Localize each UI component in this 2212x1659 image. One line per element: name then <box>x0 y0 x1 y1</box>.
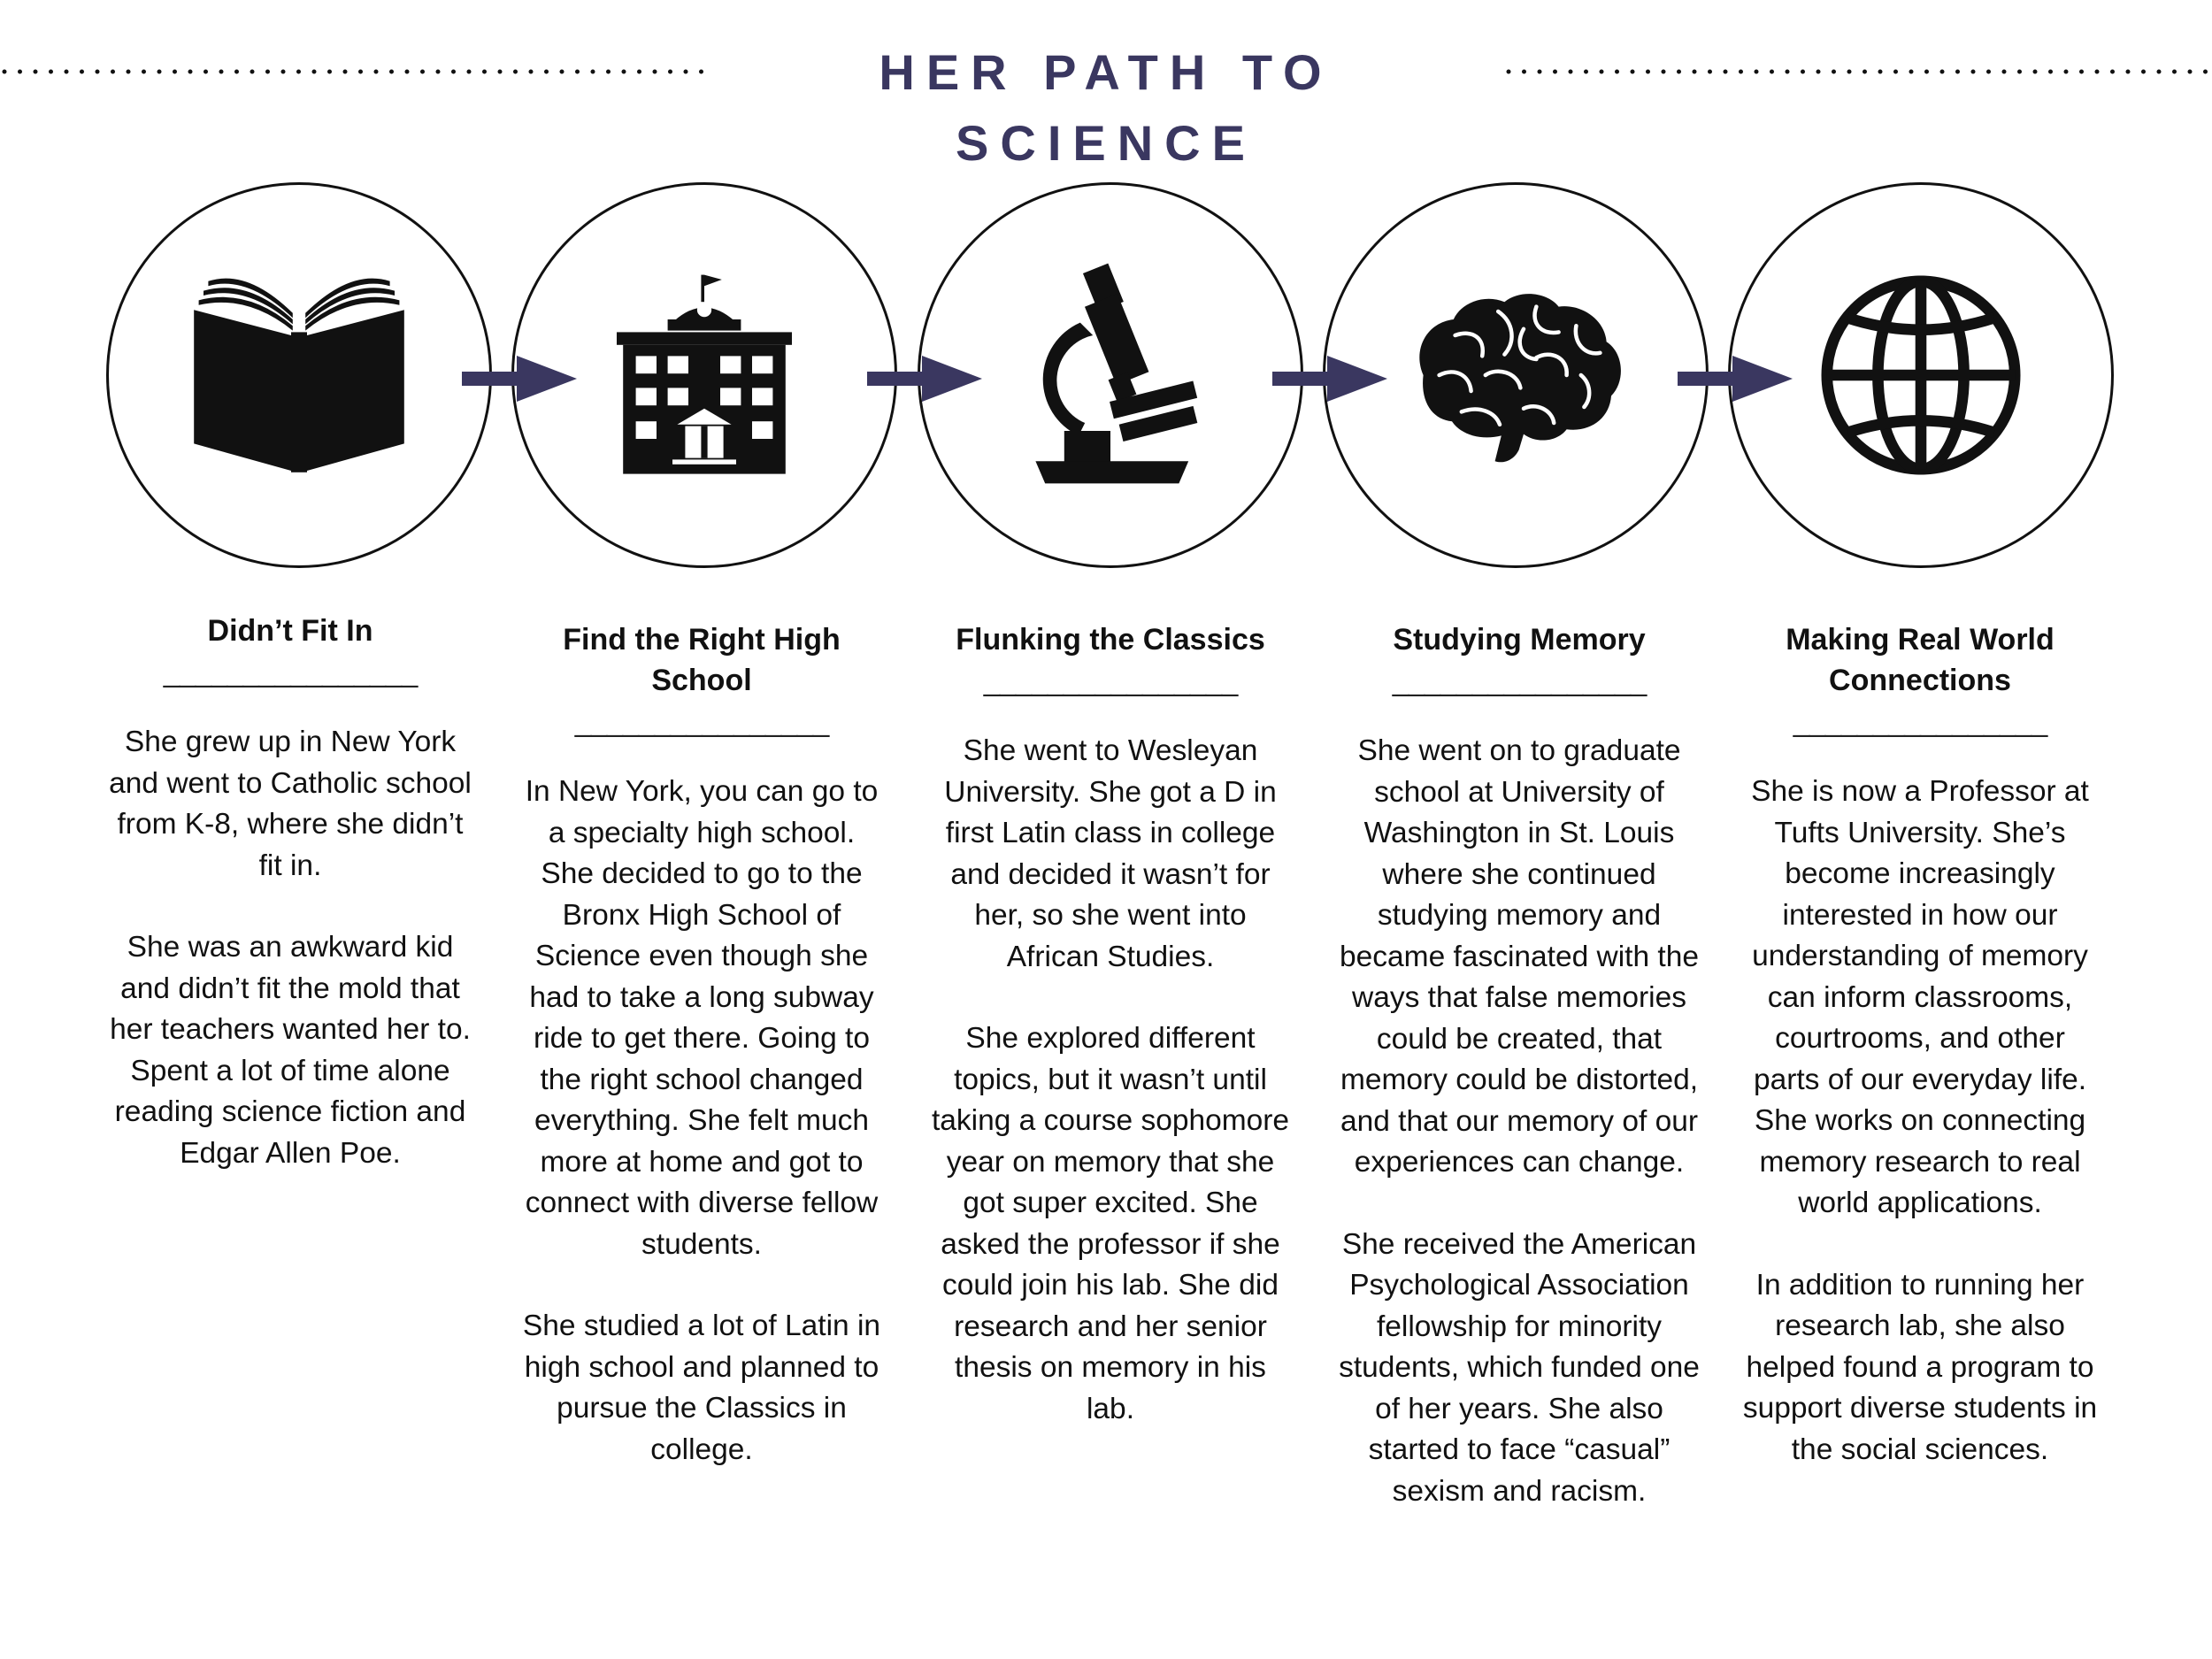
step-3-title: Flunking the Classics <box>956 623 1265 657</box>
step-3-divider: ________________ <box>983 664 1238 697</box>
header-dotted-line-left <box>0 67 717 76</box>
step-1-column <box>109 611 472 1174</box>
step-4-title: Studying Memory <box>1393 623 1646 657</box>
step-3-paragraph-1: She went to Wesleyan University. She got a D in first Latin class in college and decided it wasn’t for her, so she went into African Studies. <box>944 734 1277 973</box>
arrow-2-icon <box>867 356 982 402</box>
page-title: HER PATH TO SCIENCE <box>879 44 1333 171</box>
school-building-icon <box>585 256 824 495</box>
step-5-divider: ________________ <box>1793 704 2047 738</box>
step-5-paragraph-2: In addition to running her research lab, she also helped found a program to support diverse students in the social sciences. <box>1742 1268 2098 1466</box>
step-5-column <box>1739 619 2101 1471</box>
step-1-divider: ________________ <box>163 655 418 688</box>
header-dotted-line-right <box>1504 67 2212 76</box>
step-3-column <box>929 619 1292 1430</box>
step-1-paragraph-2: She was an awkward kid and didn’t fit the mold that her teachers wanted her to. Spent a lot of time alone reading science fiction and Edgar Allen Poe. <box>110 931 471 1170</box>
step-2-divider: ________________ <box>574 704 829 738</box>
step-2-title: Find the Right High School <box>563 623 841 697</box>
brain-icon <box>1396 256 1635 495</box>
arrow-3-icon <box>1272 356 1387 402</box>
globe-icon <box>1801 256 2040 495</box>
arrow-1-icon <box>462 356 577 402</box>
step-5-paragraph-1: She is now a Professor at Tufts University. She’s become increasingly interested in how our understanding of memory can inform classrooms, courtrooms, and other parts of our everyday life. She works on connecting memory research to real world applications. <box>1751 775 2089 1219</box>
step-2-paragraph-1: In New York, you can go to a specialty high school. She decided to go to the Bronx High School of Science even though she had to take a long subway ride to get there. Going to the right school changed everything. She felt much more at home and got to connect with diverse fellow students. <box>525 775 879 1261</box>
step-2-column <box>520 619 883 1471</box>
step-1-title: Didn’t Fit In <box>207 614 373 648</box>
step-2-paragraph-2: She studied a lot of Latin in high school and planned to pursue the Classics in college. <box>522 1310 881 1466</box>
step-4-divider: ________________ <box>1392 664 1647 697</box>
open-book-icon <box>180 256 419 495</box>
arrow-4-icon <box>1678 356 1793 402</box>
step-4-paragraph-2: She received the American Psychological Association fellowship for minority students, which funded one of her years. She also started to face “casual” sexism and racism. <box>1339 1227 1700 1508</box>
step-3-paragraph-2: She explored different topics, but it wasn’t until taking a course sophomore year on memory that she got super excited. She asked the professor if she could join his lab. She did research and her senior thesis on memory in his lab. <box>931 1022 1290 1425</box>
microscope-icon <box>991 256 1230 495</box>
step-1-circle <box>106 182 492 568</box>
step-5-title: Making Real World Connections <box>1786 623 2055 697</box>
step-4-paragraph-1: She went on to graduate school at University of Washington in St. Louis where she continued studying memory and became fascinated with the ways that false memories could be created, that memory could be distorted, and that our memory of our experiences can change. <box>1340 734 1699 1179</box>
step-4-column <box>1338 619 1701 1512</box>
step-1-paragraph-1: She grew up in New York and went to Catholic school from K-8, where she didn’t fit in. <box>109 726 472 882</box>
